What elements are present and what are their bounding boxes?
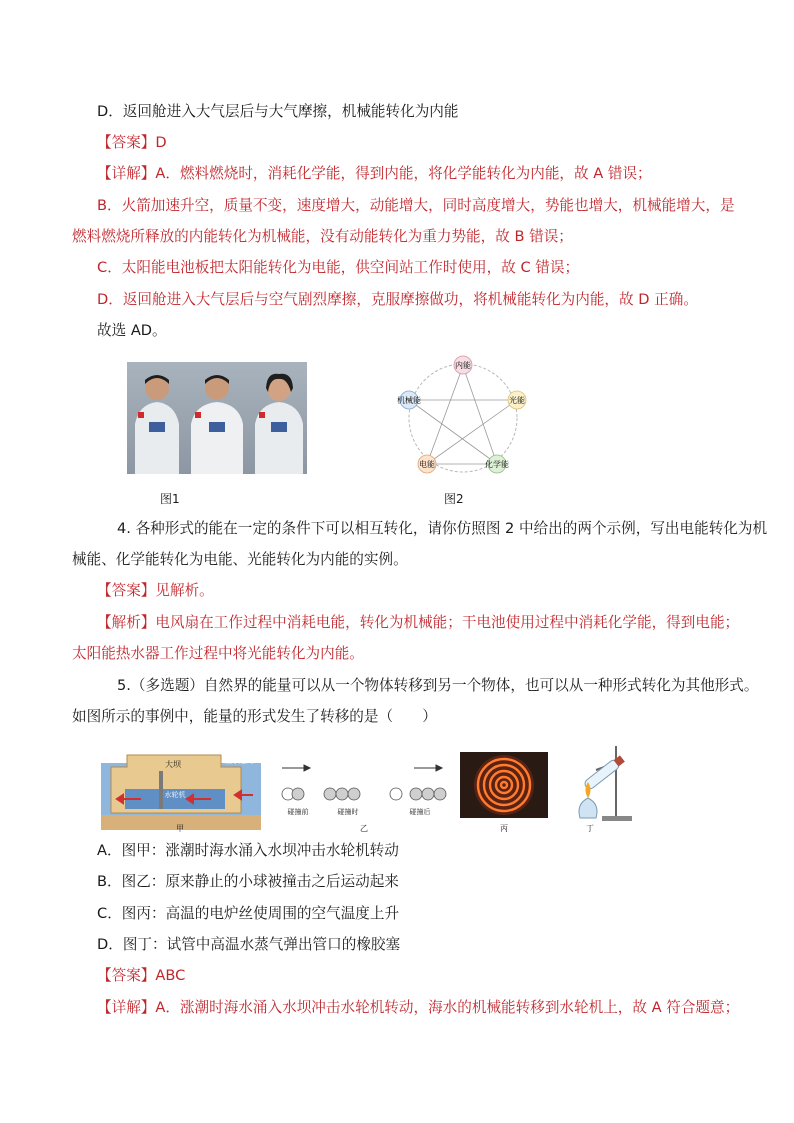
q3-detail-a <box>97 164 652 184</box>
detail-text: A．涨潮时海水涌入水坝冲击水轮机转动，海水的机械能转移到水轮机上，故 A 符合题意； <box>155 999 740 1016</box>
label-jia: 甲 <box>176 824 184 833</box>
q3-detail-b1: B．火箭加速升空，质量不变，速度增大，动能增大，同时高度增大，势能也增大，机械能增大，是 <box>97 197 735 214</box>
q5-stem-line1: 5.（多选题）自然界的能量可以从一个物体转移到另一个物体，也可以从一种形式转化为其他形式。 <box>117 677 759 694</box>
q5-option-b: B．图乙：原来静止的小球被撞击之后运动起来 <box>97 873 399 890</box>
q3-answer <box>97 133 167 153</box>
q4-analysis-line2: 太阳能热水器工作过程中将光能转化为内能。 <box>72 645 364 662</box>
answer-tag: 【答案】 <box>97 582 156 599</box>
q5-stem-line2: 如图所示的事例中，能量的形式发生了转移的是（ ） <box>72 708 437 725</box>
figure-1-astronauts-photo <box>127 362 307 474</box>
q5-option-d: D．图丁：试管中高温水蒸气弹出管口的橡胶塞 <box>97 936 401 953</box>
label-bing: 丙 <box>500 824 508 833</box>
q5-answer <box>97 966 185 986</box>
detail-tag: 【详解】 <box>97 165 156 182</box>
answer-tag: 【答案】 <box>97 967 156 984</box>
dam-label: 大坝 <box>165 760 181 769</box>
q3-conclusion: 故选 AD。 <box>97 322 167 339</box>
node-light-energy: 光能 <box>509 396 525 405</box>
q4-analysis-line1 <box>97 613 739 633</box>
figure-yi-balls <box>278 760 448 822</box>
q5-detail-a <box>97 998 739 1018</box>
q3-option-d: D．返回舱进入大气层后与大气摩擦，机械能转化为内能 <box>97 103 459 120</box>
q3-detail-b2: 燃料燃烧所释放的内能转化为机械能，没有动能转化为重力势能，故 B 错误； <box>72 228 573 245</box>
analysis-text: 电风扇在工作过程中消耗电能，转化为机械能；干电池使用过程中消耗化学能，得到电能； <box>155 614 740 631</box>
during-label: 碰撞时 <box>337 808 359 816</box>
analysis-tag: 【解析】 <box>97 614 156 631</box>
turbine-label: 水轮机 <box>164 791 186 799</box>
q3-detail-d: D．返回舱进入大气层后与空气剧烈摩擦，克服摩擦做功，将机械能转化为内能，故 D 正确。 <box>97 291 698 308</box>
node-mechanical-energy: 机械能 <box>397 396 421 405</box>
node-electric-energy: 电能 <box>419 460 435 469</box>
detail-text: A．燃料燃烧时，消耗化学能，得到内能，将化学能转化为内能，故 A 错误； <box>155 165 652 182</box>
figure-1-caption: 图1 <box>160 492 180 506</box>
figure-2-energy-diagram <box>393 352 533 476</box>
answer-value: ABC <box>155 967 186 984</box>
label-ding: 丁 <box>586 824 594 833</box>
before-label: 碰撞前 <box>287 808 309 816</box>
answer-tag: 【答案】 <box>97 134 156 151</box>
node-chemical-energy: 化学能 <box>485 460 509 469</box>
figure-2-caption: 图2 <box>444 492 464 506</box>
q5-option-a: A．图甲：涨潮时海水涌入水坝冲击水轮机转动 <box>97 842 399 859</box>
detail-tag: 【详解】 <box>97 999 156 1016</box>
after-label: 碰撞后 <box>409 808 431 816</box>
figure-bing-coil <box>460 752 548 818</box>
answer-value: D <box>155 134 167 151</box>
q3-detail-c: C．太阳能电池板把太阳能转化为电能，供空间站工作时使用，故 C 错误； <box>97 259 580 276</box>
figure-jia-dam <box>101 745 261 830</box>
q5-option-c: C．图丙：高温的电炉丝使周围的空气温度上升 <box>97 905 400 922</box>
node-internal-energy: 内能 <box>455 361 471 370</box>
tide-label: 潮水进入 <box>225 757 253 765</box>
figure-ding-test-tube <box>566 740 646 822</box>
q4-stem-line2: 械能、化学能转化为电能、光能转化为内能的实例。 <box>72 551 408 568</box>
q4-answer <box>97 581 214 601</box>
label-yi: 乙 <box>360 824 368 833</box>
answer-value: 见解析。 <box>155 582 214 599</box>
q4-stem-line1: 4. 各种形式的能在一定的条件下可以相互转化，请你仿照图 2 中给出的两个示例，写出电能转化为机 <box>117 520 768 537</box>
